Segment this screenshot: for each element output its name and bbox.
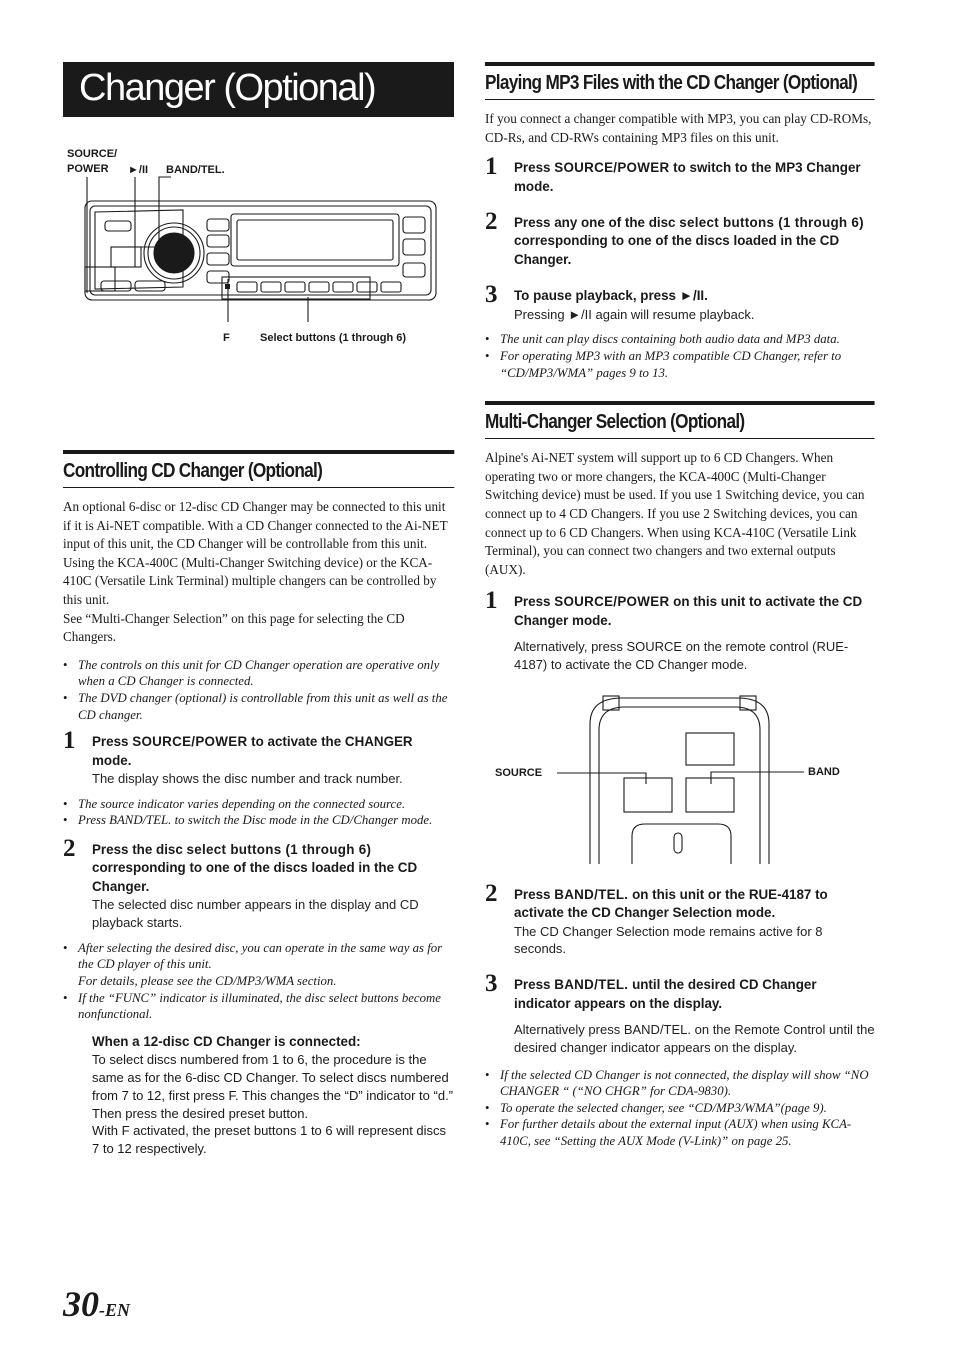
step-number: 1	[485, 587, 498, 615]
step-detail: Alternatively, press SOURCE on the remote control (RUE-4187) to activate the CD Changer mode.	[514, 639, 849, 672]
note-item: • The source indicator varies depending on the connected source.	[63, 796, 454, 813]
notes-list	[63, 940, 454, 1023]
note-item: • The controls on this unit for CD Changer operation are operative only when a CD Changer is connected.	[63, 657, 454, 690]
step-number: 1	[485, 153, 498, 181]
step-detail: The CD Changer Selection mode remains active for 8 seconds.	[514, 923, 823, 957]
step-instruction: Press BAND/TEL. on this unit or the RUE-4187 to activate the CD Changer Selection mode.	[514, 886, 828, 921]
step-instruction: Press SOURCE/POWER on this unit to activate the CD Changer mode.	[514, 594, 863, 628]
label-f: F	[223, 332, 230, 344]
right-column	[485, 62, 875, 1150]
step-number: 1	[63, 727, 76, 755]
page-title: Changer (Optional)	[63, 62, 454, 117]
section-multi	[485, 401, 875, 1149]
twelve-disc-block	[63, 1033, 454, 1158]
step-2	[63, 834, 454, 932]
note-item: • The DVD changer (optional) is controllable from this unit as well as the CD changer.	[63, 690, 454, 723]
step-instruction: Press the disc select buttons (1 through 6) corresponding to one of the discs loaded in the CD Changer.	[92, 841, 418, 894]
section-heading-mp3: Playing MP3 Files with the CD Changer (Optional)	[485, 62, 875, 100]
multi-step-2	[485, 879, 875, 958]
paragraph: Using the KCA-400C (Multi-Changer Switching device) or the KCA-410C (Versatile Link Terminal) multiple changers can be controlled by this unit.	[63, 554, 437, 607]
multi-step-1	[485, 587, 875, 673]
step-detail: Pressing ►/II again will resume playback.	[514, 306, 755, 322]
step-detail: Alternatively press BAND/TEL. on the Remote Control until the desired changer indicator appears on the display.	[514, 1021, 875, 1055]
mp3-step-3	[485, 281, 875, 323]
label-source-power: SOURCE/ POWER	[67, 148, 118, 175]
step-instruction: Press SOURCE/POWER to switch to the MP3 Changer mode.	[514, 160, 861, 194]
head-unit-drawing	[63, 117, 454, 352]
note-item: • For operating MP3 with an MP3 compatible CD Changer, refer to “CD/MP3/WMA” pages 9 to 13.	[485, 348, 875, 381]
step-number: 3	[485, 970, 498, 998]
step-instruction: Press any one of the disc select buttons (1 through 6) corresponding to one of the discs loaded in the CD Changer.	[514, 215, 864, 267]
notes-list	[63, 796, 454, 829]
paragraph: See “Multi-Changer Selection” on this page for selecting the CD Changers.	[63, 610, 405, 645]
remote-diagram	[485, 694, 875, 864]
step-number: 2	[485, 208, 498, 235]
controlling-paragraphs	[63, 498, 454, 647]
mp3-intro: If you connect a changer compatible with MP3, you can play CD-ROMs, CD-Rs, and CD-RWs containing MP3 files on this unit.	[485, 111, 872, 145]
step-instruction: Press BAND/TEL. until the desired CD Changer indicator appears on the display.	[514, 977, 817, 1011]
multi-step-3	[485, 970, 875, 1056]
twelve-disc-heading: When a 12-disc CD Changer is connected:	[92, 1033, 361, 1049]
label-band: BAND	[808, 765, 840, 778]
multi-intro: Alpine's Ai-NET system will support up to 6 CD Changers. When operating two or more changers, the KCA-400C (Multi-Changer Switching device) must be used. If you use 1 Switching device, you can connect up to 4 CD Changers. If you use 2 Switching devices, you can connect up to 6 CD Changers. When using KCA-410C (Versatile Link Terminal), you can connect two changers and two external outputs (AUX).	[485, 450, 865, 577]
note-item: • If the selected CD Changer is not connected, the display will show “NO CHANGER “ (“NO CHGR” for CDA-9830).	[485, 1067, 875, 1100]
notes-list	[63, 657, 454, 723]
remote-drawing	[485, 694, 875, 864]
label-select-buttons: Select buttons (1 through 6)	[260, 332, 407, 344]
note-item: • To operate the selected changer, see “CD/MP3/WMA”(page 9).	[485, 1100, 875, 1117]
step-number: 2	[63, 834, 76, 862]
page-number: 30-EN	[63, 1284, 130, 1324]
mp3-step-2	[485, 208, 875, 269]
section-heading-multi: Multi-Changer Selection (Optional)	[485, 401, 875, 439]
notes-list	[485, 1067, 875, 1150]
note-item: • After selecting the desired disc, you can operate in the same way as for the CD player of this unit. For details, please see the CD/MP3/WMA section.	[63, 940, 454, 990]
step-number: 3	[485, 281, 498, 309]
step-detail: The selected disc number appears in the display and CD playback starts.	[92, 897, 419, 930]
section-heading-controlling: Controlling CD Changer (Optional)	[63, 450, 454, 488]
mp3-step-1	[485, 153, 875, 196]
step-number: 2	[485, 879, 498, 907]
step-1	[63, 727, 454, 788]
note-item: • The unit can play discs containing both audio data and MP3 data.	[485, 331, 875, 348]
note-item: • Press BAND/TEL. to switch the Disc mode in the CD/Changer mode.	[63, 812, 454, 829]
note-item: • If the “FUNC” indicator is illuminated, the disc select buttons become nonfunctional.	[63, 990, 454, 1023]
note-item: • For further details about the external input (AUX) when using KCA-410C, see “Setting the AUX Mode (V-Link)” on page 25.	[485, 1116, 875, 1149]
twelve-disc-text: To select discs numbered from 1 to 6, the procedure is the same as for the 6-disc CD Changer. To select discs numbered from 7 to 12, first press F. This changes the “D” indicator to “d.” Then press the desired preset button. With F activated, the preset buttons 1 to 6 will represent discs 7 to 12 respectively.	[92, 1052, 454, 1157]
section-controlling	[63, 450, 454, 1158]
label-play-pause: ►/II	[128, 164, 149, 176]
left-column	[63, 62, 454, 1158]
step-instruction: Press SOURCE/POWER to activate the CHANGER mode.	[92, 734, 413, 768]
label-source: SOURCE	[495, 766, 543, 779]
label-band-tel: BAND/TEL.	[166, 164, 225, 176]
head-unit-diagram	[63, 117, 454, 352]
notes-list	[485, 331, 875, 381]
step-detail: The display shows the disc number and track number.	[92, 770, 403, 786]
paragraph: An optional 6-disc or 12-disc CD Changer may be connected to this unit if it is Ai-NET compatible. With a CD Changer connected to the Ai-NET input of this unit, the CD Changer will be controllable from this unit.	[63, 499, 448, 552]
step-instruction: To pause playback, press ►/II.	[514, 288, 708, 304]
